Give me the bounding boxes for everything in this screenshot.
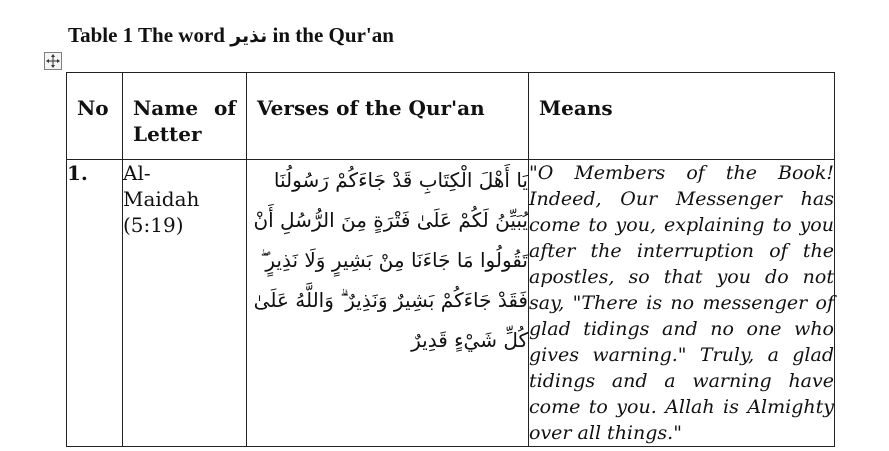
header-name-of-letter (123, 73, 247, 160)
move-arrows-icon (46, 54, 60, 68)
header-row (67, 73, 835, 160)
header-means: Means (529, 73, 835, 160)
row-letter-name: Al- Maidah (5:19) (123, 160, 247, 447)
header-letter-word: Letter (133, 122, 202, 146)
quran-word-table (66, 72, 835, 447)
header-no: No (67, 73, 123, 160)
caption-prefix: Table 1 The word (68, 23, 225, 47)
caption-suffix: in the Qur'an (272, 23, 394, 47)
header-verses: Verses of the Qur'an (247, 73, 529, 160)
table-caption (68, 23, 394, 48)
row-number: 1. (67, 160, 123, 447)
header-name-word: Name (133, 96, 199, 120)
caption-arabic-word: نذير (230, 25, 268, 47)
table-row (67, 160, 835, 447)
row-means-translation: "O Members of the Book! Indeed, Our Messenger has come to you, explaining to you after the interruption of the apostles, so that you do not say, "There is no messenger of glad tidings and no one who gives warning." Truly, a glad tidings and a warning have come to you. Allah is Almighty over all things." (529, 160, 835, 447)
row-verse-arabic: يَا أَهْلَ الْكِتَابِ قَدْ جَاءَكُمْ رَسُولُنَا يُبَيِّنُ لَكُمْ عَلَىٰ فَتْرَةٍ مِنَ الرُّسُلِ أَنْ تَقُولُوا مَا جَاءَنَا مِنْ بَشِيرٍ وَلَا نَذِيرٍ ۖ فَقَدْ جَاءَكُمْ بَشِيرٌ وَنَذِيرٌ ۗ وَاللَّهُ عَلَىٰ كُلِّ شَيْءٍ قَدِيرٌ (247, 160, 529, 447)
header-of-word: of (214, 96, 236, 120)
table-move-handle[interactable] (44, 52, 62, 70)
